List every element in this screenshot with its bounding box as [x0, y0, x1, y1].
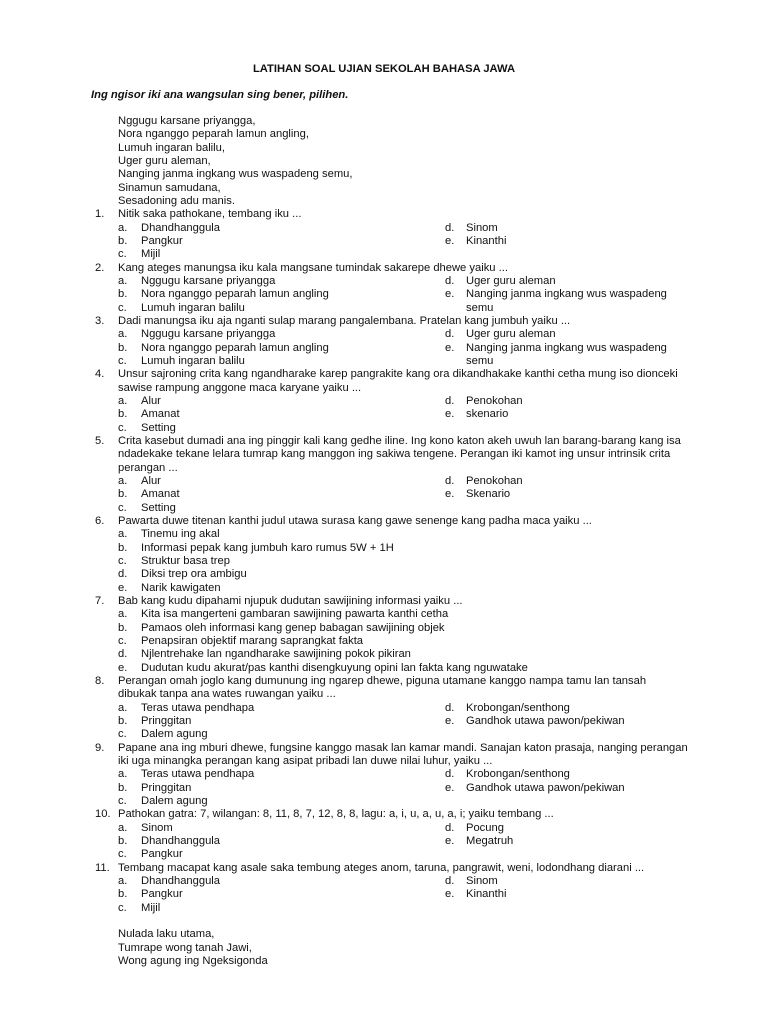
option-text: Sinom	[466, 874, 498, 887]
option-letter: b.	[118, 888, 128, 901]
option-text: Pangkur	[141, 235, 183, 247]
option-text: Pamaos oleh informasi kang genep babagan sawijining objek	[141, 621, 445, 634]
poem-line: Nggugu karsane priyangga,	[118, 115, 256, 127]
question-text: iki uga minangka perangan kang asipat pribadi lan duwe nilai luhur, yaiku ...	[118, 754, 493, 767]
option-letter: c.	[118, 794, 127, 807]
option-letter: d.	[445, 328, 455, 341]
option-letter: e.	[445, 888, 455, 901]
option-letter: b.	[118, 834, 128, 847]
option-letter: a.	[118, 328, 128, 341]
option-text: Dhandhanggula	[141, 221, 221, 234]
option-letter: a.	[118, 394, 128, 407]
option-text: Alur	[141, 394, 161, 407]
question-text: Dadi manungsa iku aja nganti sulap marang pangalembana. Pratelan kang jumbuh yaiku ...	[118, 315, 571, 327]
option-letter: e.	[445, 408, 455, 421]
question-text: perangan ...	[118, 461, 178, 474]
option-letter: b.	[118, 408, 128, 421]
option-text: Setting	[141, 421, 176, 434]
option-text-continued: semu	[466, 301, 494, 314]
option-text: Pringgitan	[141, 781, 192, 794]
poem-line: Wong agung ing Ngeksigonda	[118, 954, 268, 967]
option-letter: d.	[445, 394, 455, 407]
option-letter: d.	[445, 701, 455, 714]
option-letter: c.	[118, 634, 127, 647]
option-letter: a.	[118, 275, 128, 287]
option-text: Teras utawa pendhapa	[141, 768, 255, 781]
option-letter: b.	[118, 288, 128, 301]
option-letter: c.	[118, 848, 127, 861]
instruction-text: Ing ngisor iki ana wangsulan sing bener, pilihen.	[91, 89, 349, 101]
question-text: sawise rampung anggone maca karyane yaiku ...	[118, 381, 362, 394]
option-letter: c.	[118, 728, 127, 741]
option-text: Uger guru aleman	[466, 275, 556, 287]
question-text: Papane ana ing mburi dhewe, fungsine kanggo masak lan kamar mandi. Sanajan katon prasaja, nanging perangan	[118, 741, 688, 754]
question-number: 5.	[95, 434, 105, 447]
option-text: Amanat	[141, 408, 180, 421]
option-text: Krobongan/senthong	[466, 768, 570, 781]
question-text: Kang ateges manungsa iku kala mangsane tumindak sakarepe dhewe yaiku ...	[118, 261, 508, 274]
option-letter: e.	[445, 834, 455, 847]
option-text-continued: semu	[466, 354, 494, 367]
option-letter: a.	[118, 528, 128, 541]
option-letter: c.	[118, 501, 127, 514]
poem-line: Uger guru aleman,	[118, 155, 211, 167]
option-text: Narik kawigaten	[141, 581, 221, 594]
option-letter: e.	[118, 661, 128, 674]
option-text: Nora nganggo peparah lamun angling	[141, 341, 329, 354]
option-text: Dhandhanggula	[141, 834, 221, 847]
option-letter: b.	[118, 714, 128, 727]
option-text: Gandhok utawa pawon/pekiwan	[466, 714, 625, 727]
option-text: Nggugu karsane priyangga	[141, 328, 276, 341]
option-text: Uger guru aleman	[466, 328, 556, 341]
option-text: Kita isa mangerteni gambaran sawijining pawarta kanthi cetha	[141, 608, 449, 621]
option-text: Krobongan/senthong	[466, 701, 570, 714]
option-text: Lumuh ingaran balilu	[141, 354, 245, 367]
poem-line: Tumrape wong tanah Jawi,	[118, 941, 252, 954]
option-text: Penokohan	[466, 394, 523, 407]
question-text: Unsur sajroning crita kang ngandharake karep pangrakite kang ora dikandhakake kanthi cetha mung iso dionceki	[118, 368, 678, 381]
option-letter: a.	[118, 474, 128, 487]
option-text: Pangkur	[141, 888, 183, 901]
option-text: Gandhok utawa pawon/pekiwan	[466, 781, 625, 794]
question-number: 8.	[95, 674, 105, 687]
question-text: Pawarta duwe titenan kanthi judul utawa surasa kang gawe senenge kang padha maca yaiku ...	[118, 514, 592, 527]
option-text: Dhandhanggula	[141, 874, 221, 887]
option-text: Nggugu karsane priyangga	[141, 275, 276, 287]
option-letter: e.	[445, 341, 455, 354]
option-letter: d.	[445, 768, 455, 781]
option-text: Njlentrehake lan ngandharake sawijining pokok pikiran	[141, 648, 411, 661]
option-letter: d.	[445, 275, 455, 287]
option-letter: b.	[118, 341, 128, 354]
option-letter: e.	[445, 781, 455, 794]
option-text: Struktur basa trep	[141, 554, 230, 567]
option-text: Nora nganggo peparah lamun angling	[141, 288, 329, 301]
poem-line: Nora nganggo peparah lamun angling,	[118, 128, 309, 141]
option-letter: b.	[118, 488, 128, 501]
option-text: Nanging janma ingkang wus waspadeng	[466, 341, 667, 354]
option-letter: b.	[118, 235, 128, 247]
option-letter: a.	[118, 701, 128, 714]
option-letter: b.	[118, 541, 128, 554]
poem-line: Sesadoning adu manis.	[118, 195, 235, 207]
option-text: Diksi trep ora ambigu	[141, 568, 247, 581]
option-text: Setting	[141, 501, 176, 514]
question-text: Tembang macapat kang asale saka tembung ateges anom, taruna, pangrawit, weni, lodondhang diarani ...	[118, 861, 645, 874]
option-letter: c.	[118, 901, 127, 914]
question-text: Pathokan gatra: 7, wilangan: 8, 11, 8, 7, 12, 8, 8, lagu: a, i, u, a, u, a, i; yaiku tembang ...	[118, 808, 554, 821]
option-text: skenario	[466, 408, 509, 421]
option-text: Mijil	[141, 248, 161, 261]
option-text: Sinom	[141, 821, 173, 834]
question-text: dibukak tanpa ana wates ruwangan yaiku ...	[118, 688, 336, 701]
question-number: 11.	[95, 861, 110, 874]
question-text: ndadekake tekane lelara tumrap kang manggon ing sakiwa tengene. Perangan iki kamot ing unsur intrinsik crita	[118, 448, 671, 461]
option-text: Alur	[141, 474, 161, 487]
option-text: Informasi pepak kang jumbuh karo rumus 5W + 1H	[141, 541, 394, 554]
option-text: Megatruh	[466, 834, 514, 847]
option-letter: e.	[118, 581, 128, 594]
option-letter: b.	[118, 621, 128, 634]
option-text: Pocung	[466, 821, 504, 834]
option-text: Amanat	[141, 488, 180, 501]
option-text: Mijil	[141, 901, 161, 914]
question-number: 4.	[95, 368, 105, 381]
option-text: Penokohan	[466, 474, 523, 487]
option-letter: c.	[118, 354, 127, 367]
option-letter: c.	[118, 301, 127, 314]
question-number: 6.	[95, 514, 105, 527]
question-text: Nitik saka pathokane, tembang iku ...	[118, 208, 302, 221]
option-letter: a.	[118, 768, 128, 781]
option-letter: e.	[445, 235, 455, 247]
option-text: Nanging janma ingkang wus waspadeng	[466, 288, 667, 301]
option-text: Sinom	[466, 221, 498, 234]
option-letter: a.	[118, 221, 128, 234]
option-letter: a.	[118, 874, 128, 887]
option-letter: a.	[118, 821, 128, 834]
option-letter: b.	[118, 781, 128, 794]
poem-line: Nanging janma ingkang wus waspadeng semu,	[118, 168, 353, 181]
question-number: 10.	[95, 808, 111, 821]
option-text: Teras utawa pendhapa	[141, 701, 255, 714]
option-letter: c.	[118, 248, 127, 261]
option-letter: d.	[445, 874, 455, 887]
question-number: 1.	[95, 208, 105, 221]
option-letter: a.	[118, 608, 128, 621]
option-text: Pangkur	[141, 848, 183, 861]
question-text: Bab kang kudu dipahami njupuk dudutan sawijining informasi yaiku ...	[118, 594, 463, 607]
option-text: Dalem agung	[141, 794, 208, 807]
option-text: Dalem agung	[141, 728, 208, 741]
poem-line: Lumuh ingaran balilu,	[118, 141, 225, 154]
poem-line: Nulada laku utama,	[118, 928, 215, 941]
poem-line: Sinamun samudana,	[118, 181, 221, 194]
question-number: 9.	[95, 741, 105, 754]
option-text: Kinanthi	[466, 235, 507, 247]
option-letter: e.	[445, 714, 455, 727]
option-letter: c.	[118, 421, 127, 434]
option-letter: d.	[445, 821, 455, 834]
option-letter: d.	[445, 474, 455, 487]
option-text: Kinanthi	[466, 888, 507, 901]
option-letter: d.	[118, 648, 128, 661]
option-letter: d.	[118, 568, 128, 581]
option-letter: c.	[118, 554, 127, 567]
question-number: 2.	[95, 261, 105, 274]
question-text: Perangan omah joglo kang dumunung ing ngarep dhewe, piguna utamane kanggo nampa tamu lan tansah	[118, 674, 647, 687]
option-text: Dudutan kudu akurat/pas kanthi disengkuyung opini lan fakta kang nguwatake	[141, 661, 528, 674]
option-text: Lumuh ingaran balilu	[141, 301, 245, 314]
question-number: 7.	[95, 594, 105, 607]
question-text: Crita kasebut dumadi ana ing pinggir kali kang gedhe iline. Ing kono katon akeh uwuh lan barang-barang kang isa	[118, 434, 681, 447]
option-letter: e.	[445, 288, 455, 301]
option-letter: d.	[445, 221, 455, 234]
option-text: Skenario	[466, 488, 511, 501]
option-text: Penapsiran objektif marang saprangkat fakta	[141, 634, 364, 647]
question-number: 3.	[95, 315, 105, 327]
option-text: Tinemu ing akal	[141, 528, 220, 541]
option-letter: e.	[445, 488, 455, 501]
document-title: LATIHAN SOAL UJIAN SEKOLAH BAHASA JAWA	[252, 63, 516, 75]
option-text: Pringgitan	[141, 714, 192, 727]
